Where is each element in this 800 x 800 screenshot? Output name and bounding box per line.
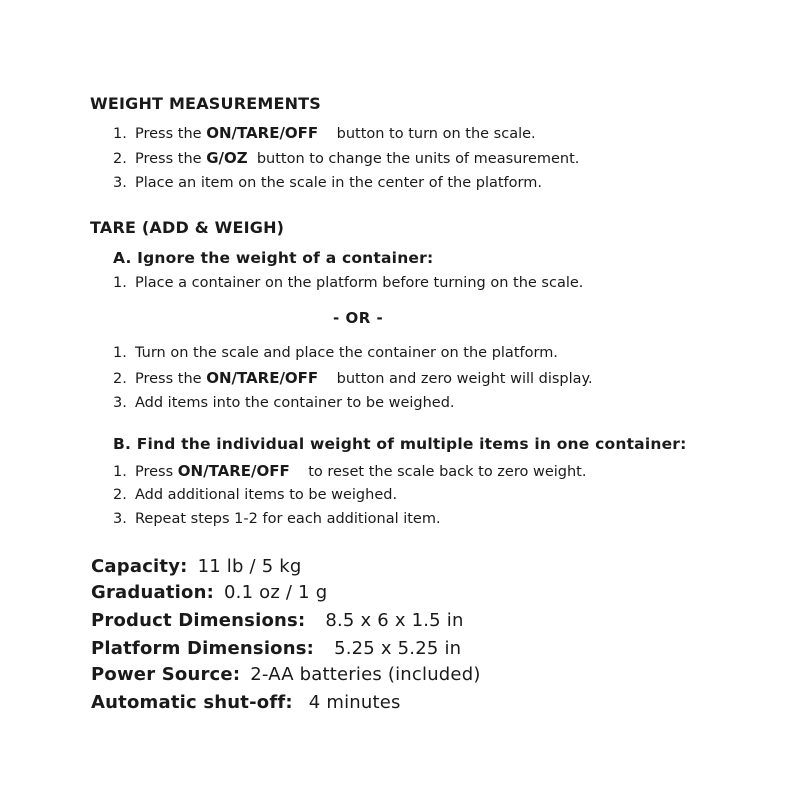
tare-a-alt-step-3 bbox=[113, 396, 455, 411]
step-number: 3. bbox=[113, 395, 127, 411]
step-text: Press the bbox=[135, 151, 207, 167]
step-text: Add additional items to be weighed. bbox=[135, 487, 398, 503]
spec-label: Power Source: bbox=[91, 664, 241, 685]
on-tare-off-key: ON/TARE/OFF bbox=[206, 124, 319, 142]
spec-label: Capacity: bbox=[91, 556, 188, 577]
spec-value: 0.1 oz / 1 g bbox=[224, 582, 328, 603]
step-text: Press the bbox=[135, 126, 207, 142]
step-text: Add items into the container to be weighed. bbox=[135, 395, 455, 411]
step-text: Place a container on the platform before turning on the scale. bbox=[135, 275, 584, 291]
step-text: Repeat steps 1-2 for each additional item. bbox=[135, 511, 441, 527]
on-tare-off-key: ON/TARE/OFF bbox=[206, 369, 319, 387]
step-number: 2. bbox=[113, 371, 127, 387]
on-tare-off-key: ON/TARE/OFF bbox=[177, 462, 290, 480]
step-number: 2. bbox=[113, 151, 127, 167]
tare-a-alt-step-2 bbox=[113, 371, 593, 387]
tare-heading: TARE (ADD & WEIGH) bbox=[90, 218, 285, 237]
spec-value: 8.5 x 6 x 1.5 in bbox=[325, 610, 464, 631]
spec-automatic-shutoff bbox=[91, 694, 401, 712]
tare-b-step-1 bbox=[113, 464, 586, 480]
tare-section-b-heading: B. Find the individual weight of multiple items in one container: bbox=[113, 435, 687, 453]
or-separator: - OR - bbox=[333, 309, 384, 327]
step-number: 2. bbox=[113, 487, 127, 503]
step-text: Turn on the scale and place the container on the platform. bbox=[135, 345, 558, 361]
tare-b-step-2 bbox=[113, 488, 397, 503]
step-number: 3. bbox=[113, 175, 127, 191]
spec-platform-dimensions bbox=[91, 640, 461, 658]
spec-capacity bbox=[91, 558, 302, 576]
spec-graduation bbox=[91, 584, 327, 602]
step-text: button to change the units of measurement. bbox=[256, 151, 580, 167]
weight-step-2 bbox=[113, 151, 579, 167]
tare-a-step-1 bbox=[113, 276, 583, 291]
step-number: 1. bbox=[113, 275, 127, 291]
step-number: 1. bbox=[113, 126, 127, 142]
tare-section-a-heading: A. Ignore the weight of a container: bbox=[113, 249, 434, 267]
step-number: 1. bbox=[113, 464, 127, 480]
spec-power-source bbox=[91, 666, 481, 684]
step-text: button to turn on the scale. bbox=[336, 126, 536, 142]
spec-product-dimensions bbox=[91, 612, 464, 630]
step-text: button and zero weight will display. bbox=[336, 371, 593, 387]
weight-step-3 bbox=[113, 176, 542, 191]
spec-label: Graduation: bbox=[91, 582, 214, 603]
spec-value: 11 lb / 5 kg bbox=[197, 556, 302, 577]
weight-step-1 bbox=[113, 126, 536, 142]
step-number: 3. bbox=[113, 511, 127, 527]
spec-label: Automatic shut-off: bbox=[91, 692, 293, 713]
spec-label: Platform Dimensions: bbox=[91, 638, 315, 659]
spec-value: 4 minutes bbox=[308, 692, 401, 713]
spec-value: 5.25 x 5.25 in bbox=[334, 638, 462, 659]
step-text: Press the bbox=[135, 371, 207, 387]
step-text: Place an item on the scale in the center of the platform. bbox=[135, 175, 542, 191]
step-text: to reset the scale back to zero weight. bbox=[308, 464, 587, 480]
g-oz-key: G/OZ bbox=[206, 149, 248, 167]
weight-measurements-heading: WEIGHT MEASUREMENTS bbox=[90, 94, 322, 113]
tare-a-alt-step-1 bbox=[113, 346, 558, 361]
tare-b-step-3 bbox=[113, 512, 441, 527]
spec-value: 2-AA batteries (included) bbox=[250, 664, 481, 685]
step-text: Press bbox=[135, 464, 178, 480]
step-number: 1. bbox=[113, 345, 127, 361]
spec-label: Product Dimensions: bbox=[91, 610, 306, 631]
